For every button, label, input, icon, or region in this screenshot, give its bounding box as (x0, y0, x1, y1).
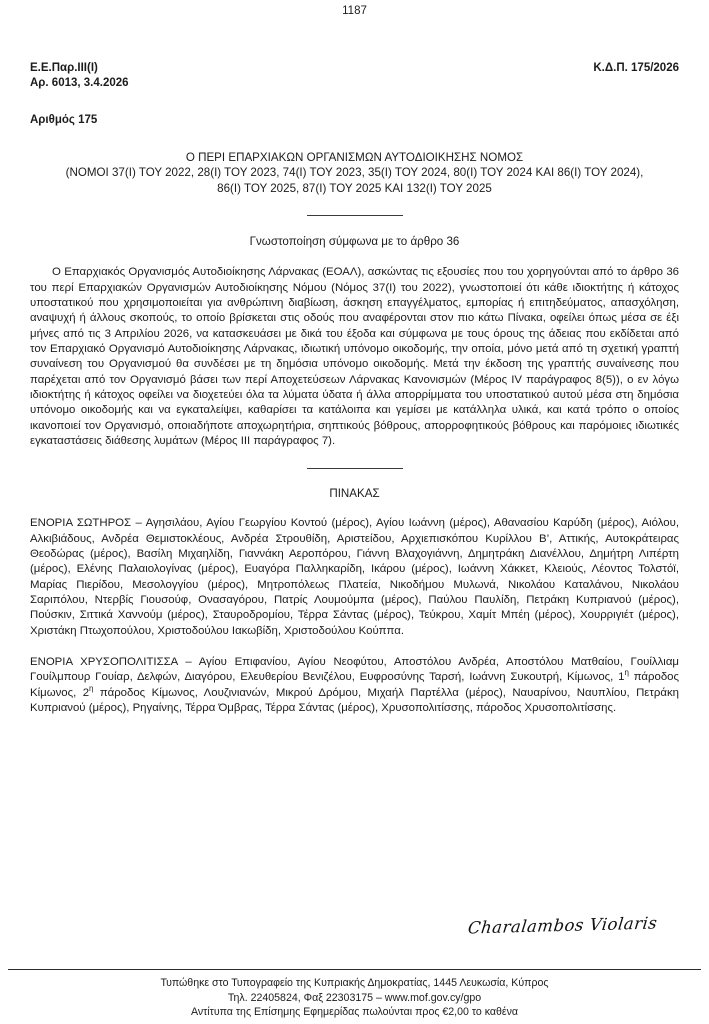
gazette-part-label: Ε.Ε.Παρ.ΙΙΙ(Ι) (30, 62, 98, 74)
issue-line: Αρ. 6013, 3.4.2026 (30, 77, 129, 89)
footer-rule (8, 969, 701, 970)
enoria-chrysopolitissa-part1: ΕΝΟΡΙΑ ΧΡΥΣΟΠΟΛΙΤΙΣΣΑ – Αγίου Επιφανίου, Αγίου Νεοφύτου, Αποστόλου Ανδρέα, Αποστόλου Ματθαίου, Γουίλλιαμ Γουίλμπουρ Γουίαρ, Δελφών, Διαγόρου, Ελευθερίου Βενιζέλου, Ευφροσύνης Ταρσή, Ιωάννη Συκουτρή, Κίμωνος, 1 (30, 656, 679, 684)
notification-subtitle: Γνωστοποίηση σύμφωνα με το άρθρο 36 (249, 235, 460, 249)
regulation-number-label: Κ.Δ.Π. 175/2026 (593, 62, 679, 74)
law-title-line3: 86(Ι) ΤΟΥ 2025, 87(Ι) ΤΟΥ 2025 ΚΑΙ 132(Ι) ΤΟΥ 2025 (217, 181, 492, 195)
gazette-header (30, 61, 679, 126)
enoria-sotiros-paragraph: ΕΝΟΡΙΑ ΣΩΤΗΡΟΣ – Αγησιλάου, Αγίου Γεωργίου Κοντού (μέρος), Αγίου Ιωάννη (μέρος), Αθανασίου Καρύδη (μέρος), Αιόλου, Αλκιβιάδους, Ανδρέα Θεμιστοκλέους, Ανδρέα Στρουθίδη, Αριστείδου, Αρχιεπισκόπου Κυρίλλου Β’, Αττικής, Αυτοκράτειρας Θεοδώρας (μέρος), Βασίλη Μιχαηλίδη, Γιαννάκη Αεροπόρου, Γιάννη Βλαχογιάννη, Δημητράκη Διανέλλου, Δημήτρη Λιπέρτη (μέρος), Ελένης Παλαιολογίνας (μέρος), Ευαγόρα Παλληκαρίδη, Ικάρου (μέρος), Ιωάννη Χάκκετ, Κλειούς, Λέοντος Τολστόϊ, Μαρίας Πιερίδου, Μεσολογγίου (μέρος), Μητροπόλεως Πλατεία, Νικοδήμου Μυλωνά, Νικολάου Καταλάνου, Νικολάου Σαριπόλου, Ντερβίς Γιουσούφ, Ονασαγόρου, Πατρίς Λουμούμπα (μέρος), Παύλου Παυλίδη, Πετράκη Κυπριανού (μέρος), Πούσκιν, Σιττικά Χαννούμ (μέρος), Σταυροδρομίου, Τέρρα Σάντας (μέρος), Τεύκρου, Χαμίτ Μπέη (μέρος), Χουρριγιέτ (μέρος), Χριστάκη Πτωχοπούλου, Χριστοδούλου Ιακωβίδη, Χριστοδούλου Κούππα. (30, 517, 679, 637)
law-title (0, 150, 709, 196)
separator-rule-table (307, 468, 403, 469)
ordinal-superscript-2: η (89, 683, 94, 693)
separator-rule-top (307, 215, 403, 216)
enoria-chrysopolitissa-paragraph (30, 655, 679, 716)
footer-contact-line: Τηλ. 22405824, Φαξ 22303175 – www.mof.gov.cy/gpo (227, 991, 482, 1004)
ordinal-superscript-1: η (624, 668, 629, 678)
footer-printer-line: Τυπώθηκε στο Τυπογραφείο της Κυπριακής Δημοκρατίας, 1445 Λευκωσία, Κύπρος (160, 977, 549, 990)
notification-paragraph: Ο Επαρχιακός Οργανισμός Αυτοδιοίκησης Λάρνακας (ΕΟΑΛ), ασκώντας τις εξουσίες που του χορηγούνται από το άρθρο 36 του περί Επαρχιακών Οργανισμών Αυτοδιοίκησης Νόμου (Νόμος 37(Ι) του 2022), γνωστοποιεί ότι κάθε ιδιοκτήτης ή κάτοχος υποστατικού που χρησιμοποιείται για ανθρώπινη διαβίωση, άσκηση επαγγέλματος, εμπορίας ή επιτηδεύματος, απασχόληση, αναψυχή ή άλλους σκοπούς, το οποίο βρίσκεται στις οδούς που αναφέρονται στον πιο κάτω Πίνακα, οφείλει όπως μέσα σε έξι μήνες από τις 3 Απριλίου 2026, να κατασκευάσει με δικά του έξοδα και σύμφωνα με τους όρους της άδειας που εκδίδεται από τον Επαρχιακό Οργανισμό Αυτοδιοίκησης Λάρνακας, ιδιωτική υπόνομο οικοδομής, την οποία, μόνο μετά από τη σχετική γραπτή συναίνεση του Οργανισμού θα συνδέσει με τη δημόσια υπόνομο οικοδομής. Μετά την έκδοση της γραπτής συναίνεσης που παρέχεται από τον Οργανισμό βάσει των περί Αποχετεύσεων Λάρνακας Κανονισμών (Μέρος IV παράγραφος 8(5)), ο εν λόγω ιδιοκτήτης ή κάτοχος οφείλει να διοχετεύει όλα τα λύματα ύδατα ή άλλα απορρίμματα του υποστατικού αυτού μέσα στη δημόσια υπόνομο οικοδομής και να εγκαταλείψει, καθαρίσει τα κατάλοιπα και γεμίσει με κατάλληλα υλικά, και κατά τρόπο ο οποίος ικανοποιεί τον Οργανισμό, οποιαδήποτε αποχωρητήρια, σηπτικούς βόθρους, απορροφητικούς βόθρους και παρόμοιες ιδιωτικές εγκαταστάσεις διάθεσης λυμάτων (Μέρος ΙΙΙ παράγραφος 7). (30, 266, 679, 447)
footer-price-line: Αντίτυπα της Επίσημης Εφημερίδας πωλούνται προς €2,00 το καθένα (190, 1005, 519, 1018)
enoria-chrysopolitissa-part2: πάροδος Κίμωνος, 2 (30, 671, 679, 699)
page-footer (0, 969, 709, 1024)
enoria-chrysopolitissa-part3: πάροδος Κίμωνος, Λουζινιανών, Μικρού Δρόμου, Μιχαήλ Παρτέλλα (μέρος), Ναυαρίνου, Ναυπλίου, Πετράκη Κυπριανού (μέρος), Ρηγαίνης, Τέρρα Όμβρας, Τέρρα Σάντας (μέρος), Χρυσοπολιτίσσης, πάροδος Χρυσοπολιτίσσης. (30, 686, 679, 715)
notice-number: Αριθμός 175 (30, 114, 98, 126)
page-number: 1187 (342, 5, 367, 17)
handwritten-signature: Charalambos Violaris (466, 913, 659, 938)
law-title-line1: Ο ΠΕΡΙ ΕΠΑΡΧΙΑΚΩΝ ΟΡΓΑΝΙΣΜΩΝ ΑΥΤΟΔΙΟΙΚΗΣΗΣ ΝΟΜΟΣ (185, 151, 524, 164)
law-title-line2: (ΝΟΜΟΙ 37(Ι) ΤΟΥ 2022, 28(Ι) ΤΟΥ 2023, 74(Ι) ΤΟΥ 2023, 35(Ι) ΤΟΥ 2024, 80(Ι) ΤΟΥ 2024 ΚΑΙ 86(Ι) ΤΟΥ 2024), (65, 166, 644, 180)
table-heading: ΠΙΝΑΚΑΣ (329, 487, 380, 501)
